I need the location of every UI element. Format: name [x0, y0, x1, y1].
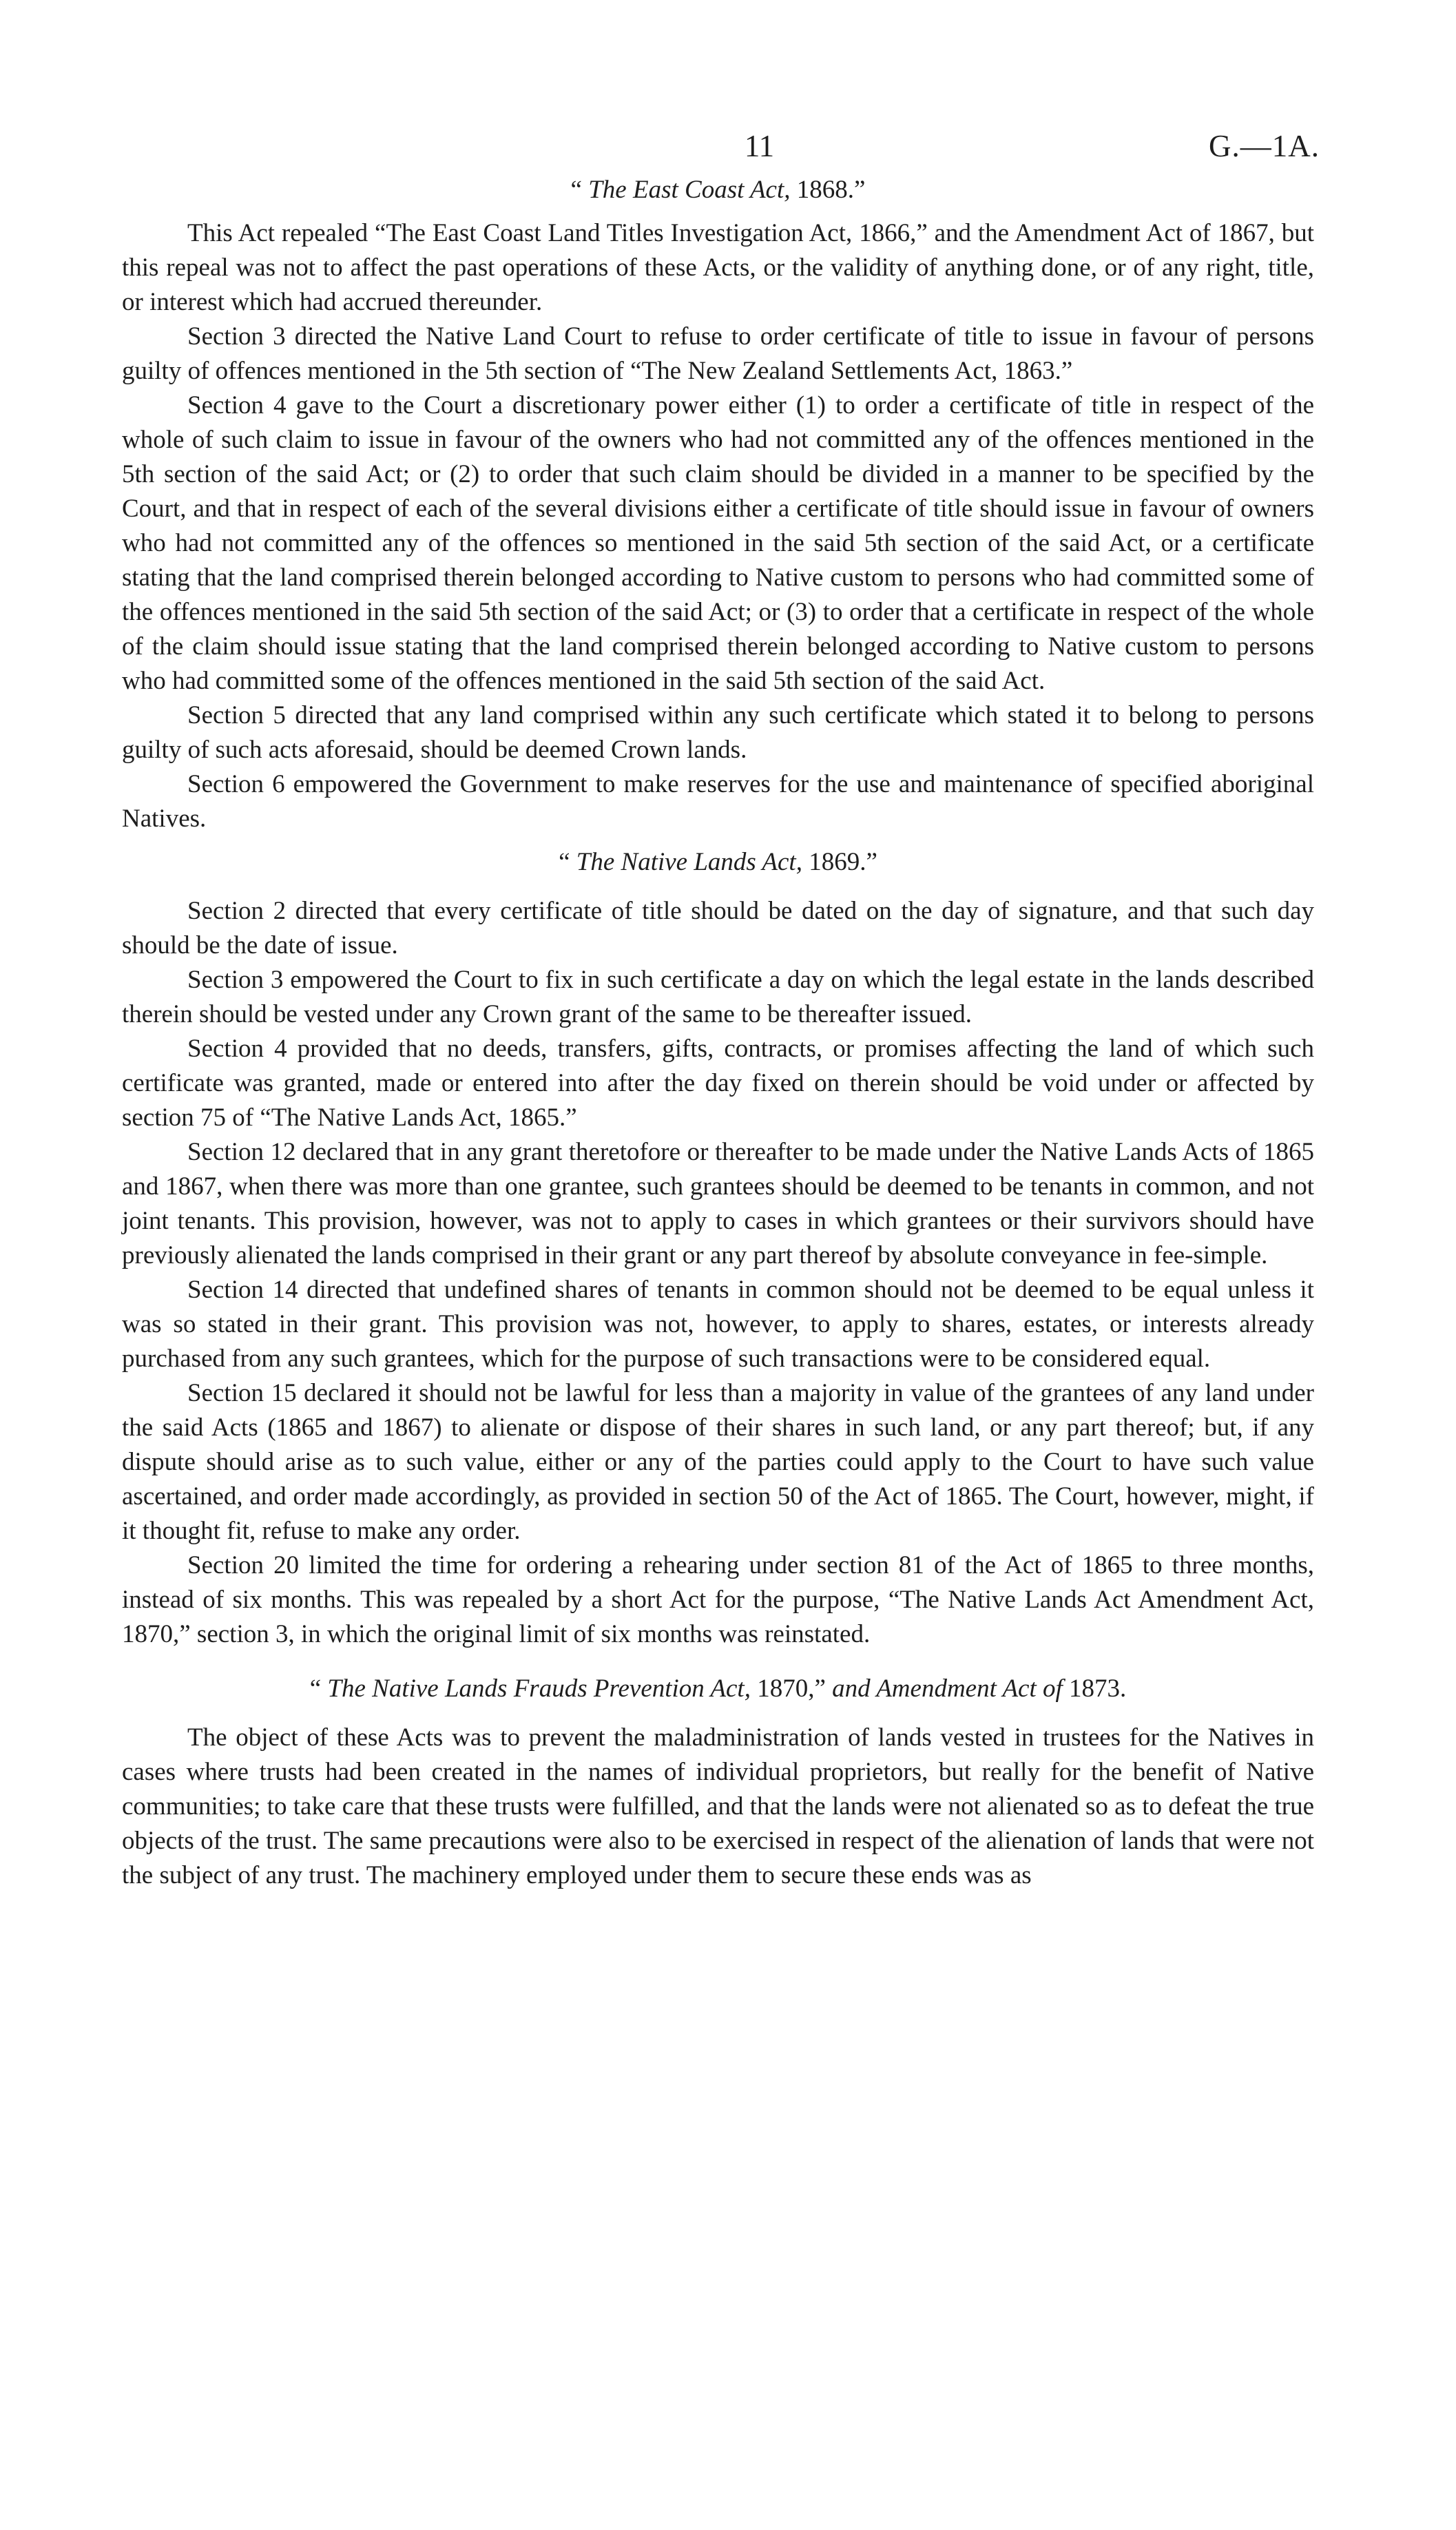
paragraph: Section 5 directed that any land comprised within any such certificate which stated it to belong to persons guilty of such acts aforesaid, should be deemed Crown lands. — [122, 701, 1314, 764]
section-heading-native-lands-act: “ The Native Lands Act, 1869.” — [559, 848, 877, 876]
paragraph: The object of these Acts was to prevent the maladministration of lands vested in trustees for the Natives in cases where trusts had been created in the names of individual proprietors, but really for the benefit of Native communities; to take care that these trusts were fulfilled, and that the lands were not alienated so as to defeat the true objects of the trust. The same precautions were also to be exercised in respect of the alienation of lands that were not the subject of any trust. The machinery employed under them to secure these ends was as — [122, 1723, 1314, 1889]
running-head — [122, 128, 1320, 176]
section-heading-frauds-prevention-act: “ The Native Lands Frauds Prevention Act, 1870,” and Amendment Act of 1873. — [309, 1674, 1127, 1703]
paragraph: Section 20 limited the time for ordering a rehearing under section 81 of the Act of 1865 to three months, instead of six months. This was repealed by a short Act for the purpose, “The Native Lands Act Amendment Act, 1870,” section 3, in which the original limit of six months was reinstated. — [122, 1551, 1314, 1648]
document-page — [122, 128, 1320, 1893]
paragraph: Section 3 directed the Native Land Court to refuse to order certificate of title to issue in favour of persons guilty of offences mentioned in the 5th section of “The New Zealand Settlements Act, 1863.” — [122, 322, 1314, 385]
paragraph: Section 3 empowered the Court to fix in such certificate a day on which the legal estate in the lands described therein should be vested under any Crown grant of the same to be thereafter issued. — [122, 966, 1314, 1028]
paragraph: Section 12 declared that in any grant theretofore or thereafter to be made under the Native Lands Acts of 1865 and 1867, when there was more than one grantee, such grantees should be deemed to be tenants in common, and not joint tenants. This provision, however, was not to apply to cases in which grantees or their survivors should have previously alienated the lands comprised in their grant or any part thereof by absolute conveyance in fee-simple. — [122, 1138, 1314, 1269]
paragraph: Section 4 provided that no deeds, transfers, gifts, contracts, or promises affecting the land of which such certificate was granted, made or entered into after the day fixed on therein should be void under or affected by section 75 of “The Native Lands Act, 1865.” — [122, 1035, 1314, 1132]
page-number: 11 — [744, 129, 775, 163]
document-code: G.—1A. — [1209, 129, 1320, 163]
paragraph: Section 2 directed that every certificate of title should be dated on the day of signature, and that such day should be the date of issue. — [122, 897, 1314, 960]
paragraph: Section 15 declared it should not be lawful for less than a majority in value of the grantees of any land under the said Acts (1865 and 1867) to alienate or dispose of their shares in such land, or any part thereof; but, if any dispute should arise as to such value, either or any of the parties could apply to the Court to have such value ascertained, and order made accordingly, as provided in section 50 of the Act of 1865. The Court, however, might, if it thought fit, refuse to make any order. — [122, 1379, 1314, 1545]
paragraph: Section 14 directed that undefined shares of tenants in common should not be deemed to be equal unless it was so stated in their grant. This provision was not, however, to apply to shares, estates, or interests already purchased from any such grantees, which for the purpose of such transactions were to be considered equal. — [122, 1276, 1314, 1373]
section-heading-east-coast-act: “ The East Coast Act, 1868.” — [570, 176, 866, 204]
paragraph: This Act repealed “The East Coast Land Titles Investigation Act, 1866,” and the Amendment Act of 1867, but this repeal was not to affect the past operations of these Acts, or the validity of anything done, or of any right, title, or interest which had accrued thereunder. — [122, 219, 1314, 316]
paragraph: Section 6 empowered the Government to make reserves for the use and maintenance of specified aboriginal Natives. — [122, 770, 1314, 833]
paragraph: Section 4 gave to the Court a discretionary power either (1) to order a certificate of title in respect of the whole of such claim to issue in favour of the owners who had not committed any of the offences mentioned in the 5th section of the said Act; or (2) to order that such claim should be divided in a manner to be specified by the Court, and that in respect of each of the several divisions either a certificate of title should issue in favour of owners who had not committed any of the offences so mentioned in the said 5th section of the said Act, or a certificate stating that the land comprised therein belonged according to Native custom to persons who had committed some of the offences mentioned in the said 5th section of the said Act; or (3) to order that a certificate in respect of the whole of the claim should issue stating that the land comprised therein belonged according to Native custom to persons who had committed some of the offences mentioned in the said 5th section of the said Act. — [122, 391, 1314, 695]
